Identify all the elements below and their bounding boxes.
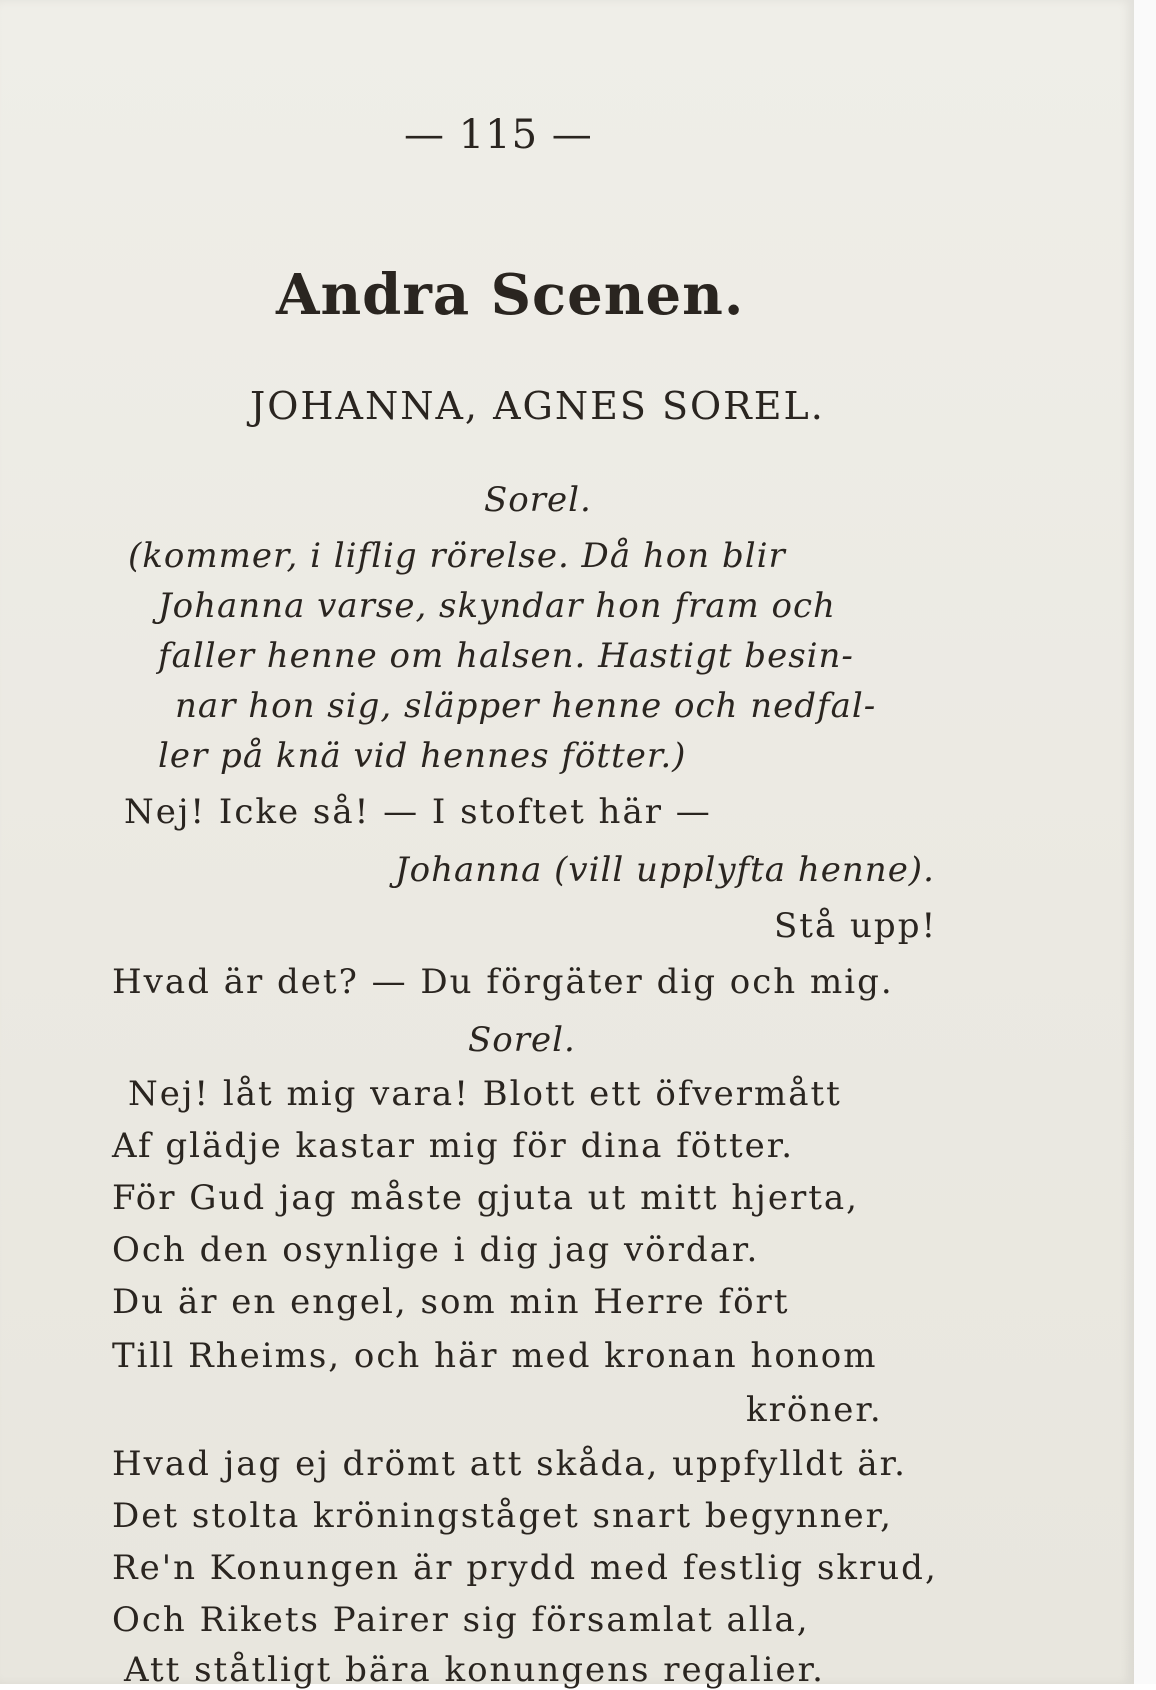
scene-heading: Andra Scenen. [276, 262, 745, 328]
speaker-label-johanna: Johanna (vill upplyfta henne). [395, 850, 935, 890]
dialogue-line: Hvad är det? — Du förgäter dig och mig. [112, 962, 894, 1002]
verse-line: Hvad jag ej drömt att skåda, uppfylldt är. [112, 1444, 907, 1484]
stage-direction-line: nar hon sig, släpper henne och nedfal- [175, 686, 877, 726]
verse-line: kröner. [746, 1390, 883, 1430]
dialogue-line: Nej! Icke så! — I stoftet här — [124, 792, 712, 832]
verse-line: Och den osynlige i dig jag vördar. [112, 1230, 760, 1270]
speaker-label: Sorel. [468, 1020, 576, 1060]
verse-line: Nej! låt mig vara! Blott ett öfvermått [128, 1074, 842, 1114]
character-list: JOHANNA, AGNES SOREL. [250, 384, 825, 428]
stage-direction-line: (kommer, i liflig rörelse. Då hon blir [128, 536, 786, 576]
verse-line: För Gud jag måste gjuta ut mitt hjerta, [112, 1178, 859, 1218]
page-edge [1134, 0, 1156, 1684]
speaker-label: Sorel. [484, 480, 592, 520]
stage-direction-line: Johanna varse, skyndar hon fram och [158, 586, 836, 626]
dialogue-line: Stå upp! [774, 906, 938, 946]
verse-line: Att ståtligt bära konungens regalier. [124, 1650, 825, 1690]
page-number: — 115 — [404, 112, 593, 158]
verse-line: Och Rikets Pairer sig församlat alla, [112, 1600, 810, 1640]
verse-line: Re'n Konungen är prydd med festlig skrud, [112, 1548, 938, 1588]
verse-line: Du är en engel, som min Herre fört [112, 1282, 790, 1322]
stage-direction-line: faller henne om halsen. Hastigt besin- [158, 636, 854, 676]
verse-line: Det stolta kröningståget snart begynner, [112, 1496, 893, 1536]
verse-line: Till Rheims, och här med kronan honom [112, 1336, 878, 1376]
verse-line: Af glädje kastar mig för dina fötter. [112, 1126, 795, 1166]
stage-direction-line: ler på knä vid hennes fötter.) [158, 736, 687, 776]
